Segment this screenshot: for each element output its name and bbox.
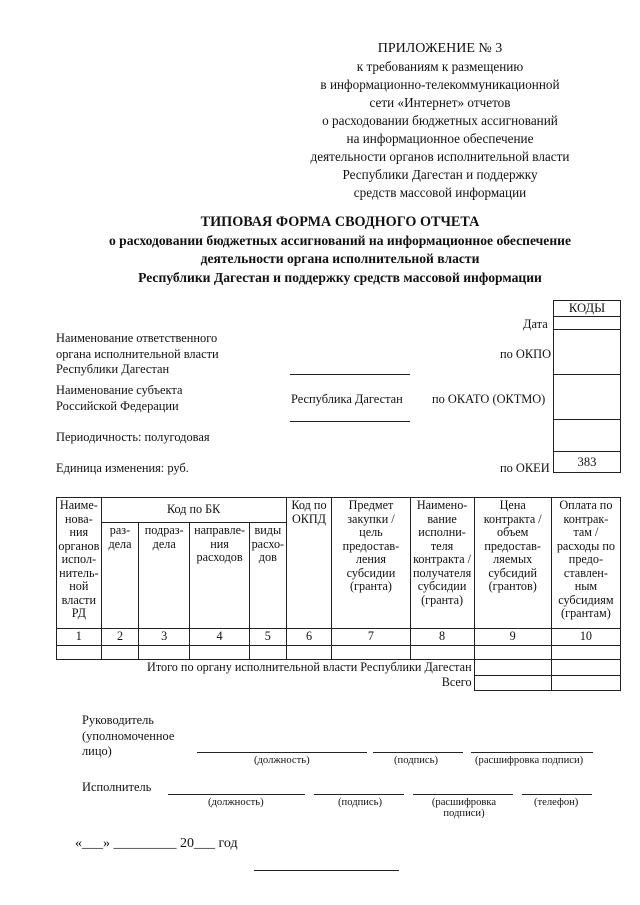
report-table — [56, 497, 621, 691]
total-all-row — [57, 675, 621, 691]
subject-underline — [290, 421, 410, 422]
unit-label: Единица изменения: руб. — [56, 461, 189, 475]
executor-signature-caption: (подпись) — [338, 797, 382, 808]
subject-value: Республика Дагестан — [291, 392, 403, 406]
col-price: Цена контракта / объем предостав- ляемых субсидий (грантов) — [474, 498, 551, 629]
total-authority-label: Итого по органу исполнительной власти Республики Дагестан — [57, 659, 475, 675]
appendix-line: деятельности органов исполнительной власти — [310, 149, 570, 164]
title-line: деятельности органа исполнительной власти — [200, 251, 480, 266]
executor-position-caption: (должность) — [208, 797, 264, 808]
bottom-line — [254, 870, 399, 871]
date-line[interactable]: «___» _________ 20___ год — [75, 836, 238, 851]
responsible-body-label: Наименование ответственного органа исполнительной власти Республики Дагестан — [56, 331, 219, 376]
total-authority-price[interactable] — [474, 659, 551, 675]
codes-table — [553, 300, 621, 473]
col-types: виды расхо- дов — [250, 523, 287, 629]
subject-label: Наименование субъекта Российской Федерации — [56, 383, 183, 413]
total-authority-payment[interactable] — [551, 659, 620, 675]
col-number: 5 — [250, 629, 287, 646]
appendix-heading: ПРИЛОЖЕНИЕ № 3 — [377, 41, 503, 56]
executor-decoding-caption: (расшифровка подписи) — [431, 797, 497, 819]
appendix-line: к требованиям к размещению — [356, 59, 524, 74]
col-okpd: Код по ОКПД — [286, 498, 332, 629]
head-position-line[interactable] — [197, 752, 367, 753]
appendix-line: Республики Дагестан и поддержку — [342, 167, 538, 182]
form-title — [40, 213, 640, 287]
col-payment: Оплата по контрак- там / расходы по предо- ставлен- ным субсидиям (грантам) — [551, 498, 620, 629]
total-authority-row — [57, 659, 621, 675]
okpo-label: по ОКПО — [500, 347, 552, 361]
appendix-line: о расходовании бюджетных ассигнований — [322, 113, 558, 128]
col-number: 1 — [57, 629, 102, 646]
head-decoding-line[interactable] — [471, 752, 593, 753]
appendix-line: средств массовой информации — [353, 185, 527, 200]
periodicity-label: Периодичность: полугодовая — [56, 430, 210, 444]
appendix-line: сети «Интернет» отчетов — [369, 95, 511, 110]
head-decoding-caption: (расшифровка подписи) — [475, 755, 584, 766]
responsible-body-input[interactable] — [290, 374, 410, 375]
column-numbers-row — [57, 629, 621, 646]
appendix-line: в информационно-телекоммуникационной — [320, 77, 560, 92]
total-all-label: Всего — [441, 675, 472, 689]
head-label: Руководитель (уполномоченное лицо) — [82, 713, 175, 758]
total-all-price[interactable] — [474, 675, 551, 691]
title-line: Республики Дагестан и поддержку средств массовой информации — [138, 269, 542, 285]
okei-code-cell: 383 — [554, 452, 621, 473]
col-number: 7 — [332, 629, 410, 646]
col-subsection: подраз- дела — [139, 523, 190, 629]
col-subject: Предмет закупки / цель предостав- ления субсидии (гранта) — [332, 498, 410, 629]
appendix-block — [290, 40, 590, 202]
codes-header: КОДЫ — [554, 301, 621, 317]
head-position-caption: (должность) — [254, 755, 310, 766]
executor-label: Исполнитель — [82, 780, 152, 794]
date-label: Дата — [523, 317, 548, 331]
table-row[interactable] — [57, 645, 621, 659]
col-number: 10 — [551, 629, 620, 646]
title-line: ТИПОВАЯ ФОРМА СВОДНОГО ОТЧЕТА — [200, 214, 480, 230]
col-authority: Наиме- нова- ния органов испол- нитель- ной власти РД — [57, 498, 102, 629]
col-contractor: Наимено- вание исполни- теля контракта / получателя субсидии (гранта) — [410, 498, 474, 629]
head-signature-caption: (подпись) — [394, 755, 438, 766]
date-code-cell[interactable] — [554, 317, 621, 330]
col-number: 8 — [410, 629, 474, 646]
col-direction: направле- ния расходов — [190, 523, 250, 629]
head-signature-line[interactable] — [373, 752, 463, 753]
executor-position-line[interactable] — [168, 794, 305, 795]
col-number: 2 — [101, 629, 139, 646]
okato-code-cell[interactable] — [554, 375, 621, 420]
col-number: 3 — [139, 629, 190, 646]
col-bk-header: Код по БК — [101, 498, 286, 523]
executor-decoding-line[interactable] — [413, 794, 513, 795]
col-number: 6 — [286, 629, 332, 646]
total-all-payment[interactable] — [551, 675, 620, 691]
col-section: раз- дела — [101, 523, 139, 629]
okato-label: по ОКАТО (ОКТМО) — [432, 392, 546, 406]
empty-code-cell — [554, 420, 621, 452]
executor-phone-caption: (телефон) — [534, 797, 579, 808]
okei-label: по ОКЕИ — [500, 461, 550, 475]
col-number: 9 — [474, 629, 551, 646]
executor-signature-line[interactable] — [314, 794, 404, 795]
title-line: о расходовании бюджетных ассигнований на информационное обеспечение — [108, 232, 572, 248]
executor-phone-line[interactable] — [522, 794, 592, 795]
appendix-line: на информационное обеспечение — [346, 131, 534, 146]
okpo-code-cell[interactable] — [554, 330, 621, 375]
col-number: 4 — [190, 629, 250, 646]
